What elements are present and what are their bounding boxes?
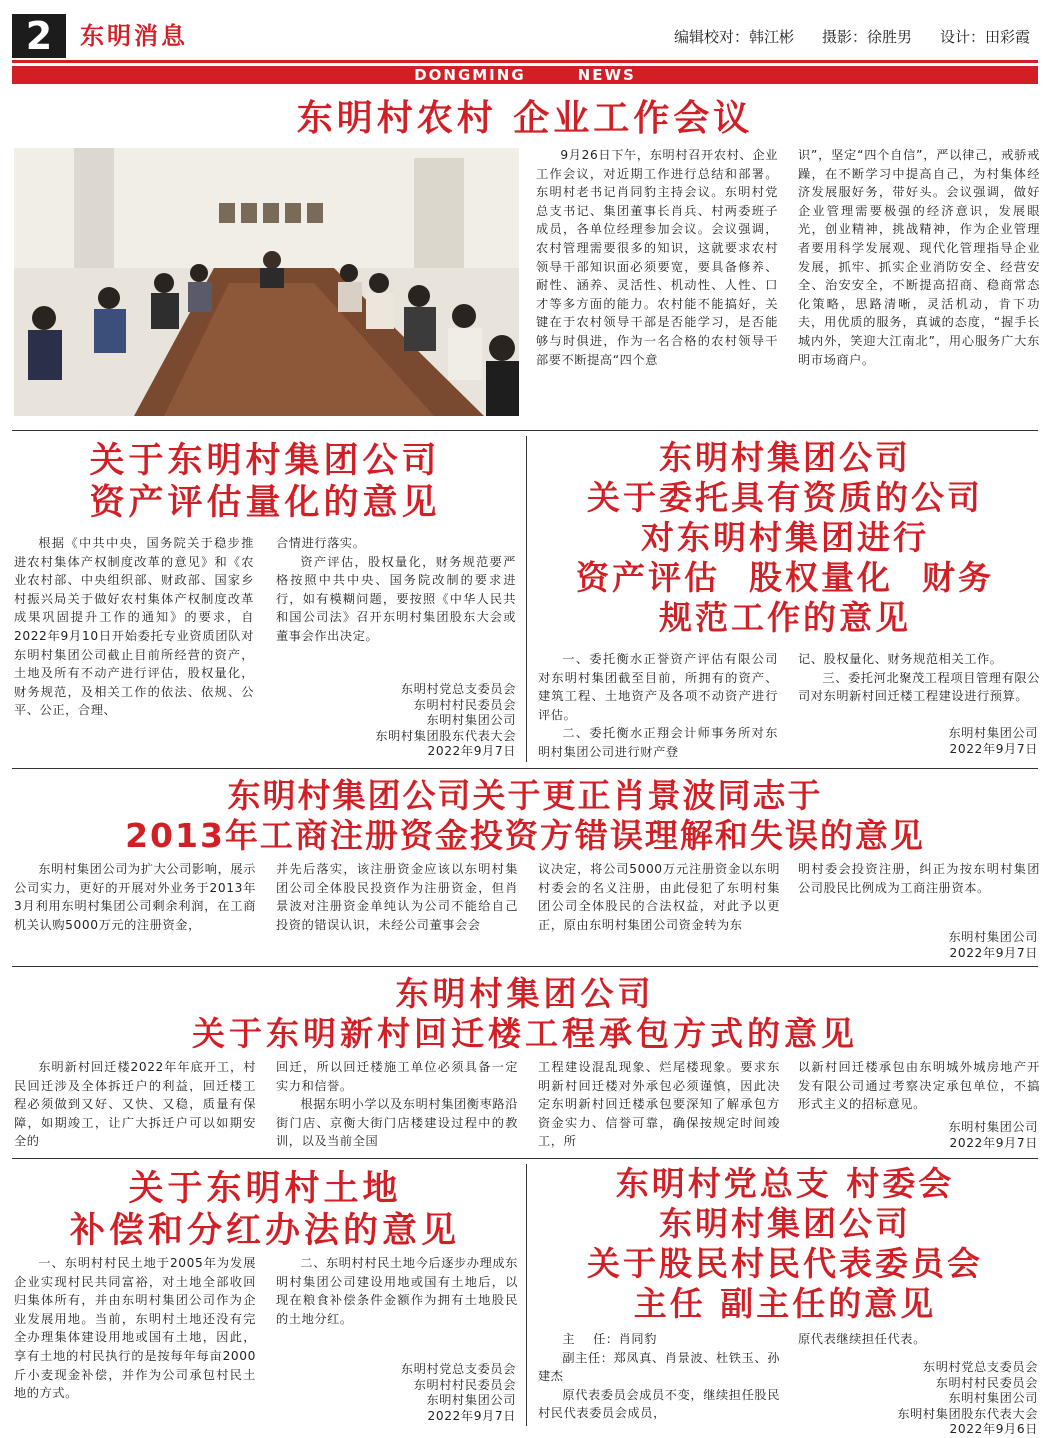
article6-title-line2: 补偿和分红办法的意见 [69, 1211, 460, 1251]
article4-col1 [14, 860, 256, 934]
sign-line: 东明村集团公司 [948, 726, 1038, 740]
article2-title-line1: 关于东明村集团公司 [89, 441, 441, 481]
column-divider [526, 436, 527, 762]
article7-chair: 主 任：肖同豹 [562, 1332, 658, 1346]
sign-line: 东明村集团公司 [426, 713, 516, 727]
article6-col1-text: 一、东明村村民土地于2005年为发展企业实现村民共同富裕，对土地全部收回归集体所有，并由东明村集团公司作为企业发展用地。当前，东明村土地还没有完全办理集体建设用地或国有土地，因此，享有土地的村民执行的是按每年每亩2000斤小麦现金补偿，并作为公司承包村民土地的方式。 [14, 1256, 256, 1401]
article3-col2-text-a: 记、股权量化、财务规范相关工作。 [798, 652, 1003, 666]
article5-col2 [276, 1058, 518, 1151]
article5-title-line2: 关于东明新村回迁楼工程承包方式的意见 [192, 1014, 858, 1053]
article7-title-line: 东明村党总支 村委会 [615, 1164, 955, 1203]
article4-col3 [538, 860, 780, 934]
article2-title-line2: 资产评估量化的意见 [89, 483, 441, 523]
sign-line: 东明村村民委员会 [413, 697, 516, 712]
article7-title-line: 东明村集团公司 [659, 1204, 911, 1243]
article7-col2-text: 原代表继续担任代表。 [798, 1332, 926, 1346]
divider [12, 430, 1038, 431]
article4-col1-text: 东明村集团公司为扩大公司影响，展示公司实力，更好的开展对外业务于2013年3月利用东明村集团公司剩余利润，在工商机关认购5000万元的注册资金， [14, 862, 256, 932]
article3-col1 [538, 650, 778, 762]
article3-title-line: 规范工作的意见 [659, 598, 911, 637]
article2-col2-text-b: 资产评估，股权量化，财务规范要严格按照中共中央、国务院改制的要求进行，如有模糊问题，要按照《中华人民共和国公司法》召开东明村集团股东大会或董事会作出决定。 [276, 554, 516, 643]
article2-col1 [14, 534, 254, 720]
article4-title-line2: 2013年工商注册资金投资方错误理解和失误的意见 [125, 816, 925, 855]
article2-title [12, 440, 518, 524]
article7-col2 [798, 1330, 1040, 1349]
article5-col4 [798, 1058, 1040, 1114]
article3-col1-text-b: 二、委托衡水正翔会计师事务所对东明村集团公司进行财产登 [538, 726, 778, 759]
article1-col2-text: 识”，坚定“四个自信”，严以律己，戒骄戒躁，在不断学习中提高自己，为村集体经济发展服好务，带好头。会议强调，做好企业管理需要极强的经济意识，发展眼光，创业精神，挑战精神，作为企业管理者要用科学发展观、现代化管理指导企业发展，抓牢、抓实企业消防安全、经营安全、治安安全，不断提高招商、稳商常态化策略，思路清晰，灵活机动，肯下功夫，用优质的服务，真诚的态度，“握手长城内外，笑迎大江南北”，用心服务广大东明市场商户。 [798, 148, 1040, 367]
article5-signature [798, 1120, 1038, 1151]
article7-signature [798, 1360, 1038, 1438]
article3-col2 [798, 650, 1040, 706]
sign-line: 东明村党总支委员会 [400, 1362, 516, 1376]
article5-col2-text-a: 回迁，所以回迁楼施工单位必须具备一定实力和信誉。 [276, 1060, 518, 1093]
article6-col2-text: 二、东明村村民土地今后逐步办理成东明村集团公司建设用地或国有土地后，以现在粮食补偿条件金额作为拥有土地股民的土地分红。 [276, 1256, 518, 1326]
sign-line: 2022年9月7日 [949, 945, 1038, 960]
article3-signature [798, 726, 1038, 757]
article5-title-line1: 东明村集团公司 [395, 974, 655, 1013]
article3-title-line: 东明村集团公司 [659, 438, 911, 477]
sign-line: 2022年9月7日 [427, 1408, 516, 1423]
page-number-badge: 2 [12, 14, 66, 58]
sign-line: 东明村集团公司 [948, 930, 1038, 944]
section-name: 东明消息 [80, 21, 188, 50]
sign-line: 东明村集团股东代表大会 [375, 728, 516, 743]
article5-col2-text-b: 根据东明小学以及东明村集团衡枣路沿街门店、京衡大街门店楼建设过程中的教训，以及当前全国 [276, 1097, 518, 1149]
article4-col2 [276, 860, 518, 934]
article3-col1-text-a: 一、委托衡水正誉资产评估有限公司对东明村集团截至目前，所拥有的资产、建筑工程、土地资产及各项不动资产进行评估。 [538, 652, 778, 722]
article1-col1 [536, 146, 778, 369]
banner-left: DONGMING [414, 66, 526, 84]
credits [646, 26, 1030, 47]
article4-col4 [798, 860, 1040, 897]
article3-title-line: 对东明村集团进行 [641, 518, 929, 557]
sign-line: 2022年9月7日 [949, 1135, 1038, 1150]
divider [12, 1158, 1038, 1159]
article5-col4-text: 以新村回迁楼承包由东明城外城房地产开发有限公司通过考察决定承包单位，不搞形式主义的招标意见。 [798, 1060, 1040, 1112]
article7-col1 [538, 1330, 780, 1423]
article5-title [12, 974, 1038, 1054]
article6-signature [276, 1362, 516, 1424]
editor-credit: 编辑校对：韩江彬 [673, 28, 794, 46]
article5-col1-text: 东明新村回迁楼2022年年底开工，村民回迁涉及全体拆迁户的利益，回迁楼工程必须做到又好、又快、又稳，质量有保障，如期竣工，让广大拆迁户可以如期安全的 [14, 1060, 256, 1149]
article7-title [532, 1164, 1038, 1324]
sign-line: 东明村党总支委员会 [400, 682, 516, 696]
sign-line: 东明村党总支委员会 [922, 1360, 1038, 1374]
article3-title-line: 关于委托具有资质的公司 [587, 478, 983, 517]
article1-col1-text: 9月26日下午，东明村召开农村、企业工作会议，对近期工作进行总结和部署。东明村老书记肖同豹主持会议。东明村党总支书记、集团董事长肖兵、村两委班子成员，各单位经理参加会议。会议强调，农村管理需要很多的知识，这就要求农村领导干部知识面必须要宽，要具备修养、耐性、涵养、灵活性、机动性、人性、口才等多方面的能力。农村能不能搞好，关键在于农村领导干部是否能学习，是否能够与时俱进，作为一名合格的农村领导干部要不断提高“四个意 [536, 148, 778, 367]
article4-title-line1: 东明村集团公司关于更正肖景波同志于 [227, 776, 823, 815]
photo-credit: 摄影：徐胜男 [821, 28, 912, 46]
header-divider [12, 60, 1038, 63]
article7-title-line: 主任 副主任的意见 [633, 1284, 937, 1323]
article5-col1 [14, 1058, 256, 1151]
sign-line: 东明村村民委员会 [935, 1375, 1038, 1390]
sign-line: 东明村集团公司 [426, 1393, 516, 1407]
article5-col3 [538, 1058, 780, 1151]
sign-line: 2022年9月6日 [949, 1422, 1038, 1436]
sign-line: 2022年9月7日 [427, 744, 516, 758]
article1-col2 [798, 146, 1040, 369]
article7-title-line: 关于股民村民代表委员会 [587, 1244, 983, 1283]
sign-line: 东明村集团股东代表大会 [897, 1406, 1038, 1421]
article1-title: 东明村农村 企业工作会议 [296, 98, 754, 139]
sign-line: 东明村村民委员会 [413, 1377, 516, 1392]
article2-col2 [276, 534, 516, 646]
divider [12, 768, 1038, 769]
article4-col4-text: 明村委会投资注册，纠正为按东明村集团公司股民比例成为工商注册资本。 [798, 862, 1040, 895]
meeting-photo-illustration [14, 148, 519, 416]
article3-title [532, 438, 1038, 638]
article7-members: 原代表委员会成员不变，继续担任股民村民代表委员会成员， [538, 1387, 780, 1421]
article2-col2-text-a: 合情进行落实。 [276, 536, 366, 550]
article3-title-line: 资产评估 股权量化 财务 [576, 558, 994, 597]
article3-col2-text-b: 三、委托河北聚茂工程项目管理有限公司对东明新村回迁楼工程建设进行预算。 [798, 670, 1040, 704]
sign-line: 东明村集团公司 [948, 1120, 1038, 1134]
article2-signature [276, 682, 516, 760]
divider [12, 966, 1038, 967]
article6-title-line1: 关于东明村土地 [128, 1169, 402, 1209]
sign-line: 东明村集团公司 [948, 1391, 1038, 1405]
article4-signature [798, 930, 1038, 961]
article4-col3-text: 议决定，将公司5000万元注册资金以东明村委会的名义注册，由此侵犯了东明村集团公司全体股民的合法权益，对此予以更正，原由东明村集团公司资金转为东 [538, 862, 780, 932]
banner-right: NEWS [577, 66, 636, 84]
article6-col2 [276, 1254, 518, 1328]
article5-col3-text: 工程建设混乱现象、烂尾楼现象。要求东明新村回迁楼对外承包必须谨慎，因此决定东明新村回迁楼承包要深知了解承包方资金实力、信誉可靠，确保按规定时间竣工，所 [538, 1060, 780, 1149]
article2-col1-text: 根据《中共中央，国务院关于稳步推进农村集体产权制度改革的意见》和《农业农村部、中央组织部、财政部、国家乡村振兴局关于做好农村集体产权制度改革成果巩固提升工作的通知》的要求，自2022年9月10日开始委托专业资质团队对东明村集团公司截止目前所经营的资产，土地及所有不动产进行评估，股权量化，财务规范，及相关工作的依法、依规、公平、公正，合理、 [14, 536, 254, 718]
meeting-photo [14, 148, 519, 416]
article7-vice-chairs: 副主任：郑凤真、肖景波、杜铁玉、孙建杰 [538, 1350, 780, 1384]
article6-title [12, 1168, 518, 1252]
sign-line: 2022年9月7日 [949, 741, 1038, 756]
design-credit: 设计：田彩霞 [939, 28, 1030, 46]
article6-col1 [14, 1254, 256, 1403]
banner-text [0, 66, 1050, 84]
article4-col2-text: 并先后落实，该注册资金应该以东明村集团公司全体股民投资作为注册资金，但肖景波对注册资金单纯认为公司不能给自己投资的错误认识，未经公司董事会会 [276, 862, 518, 932]
article4-title [12, 776, 1038, 856]
column-divider [526, 1164, 527, 1426]
